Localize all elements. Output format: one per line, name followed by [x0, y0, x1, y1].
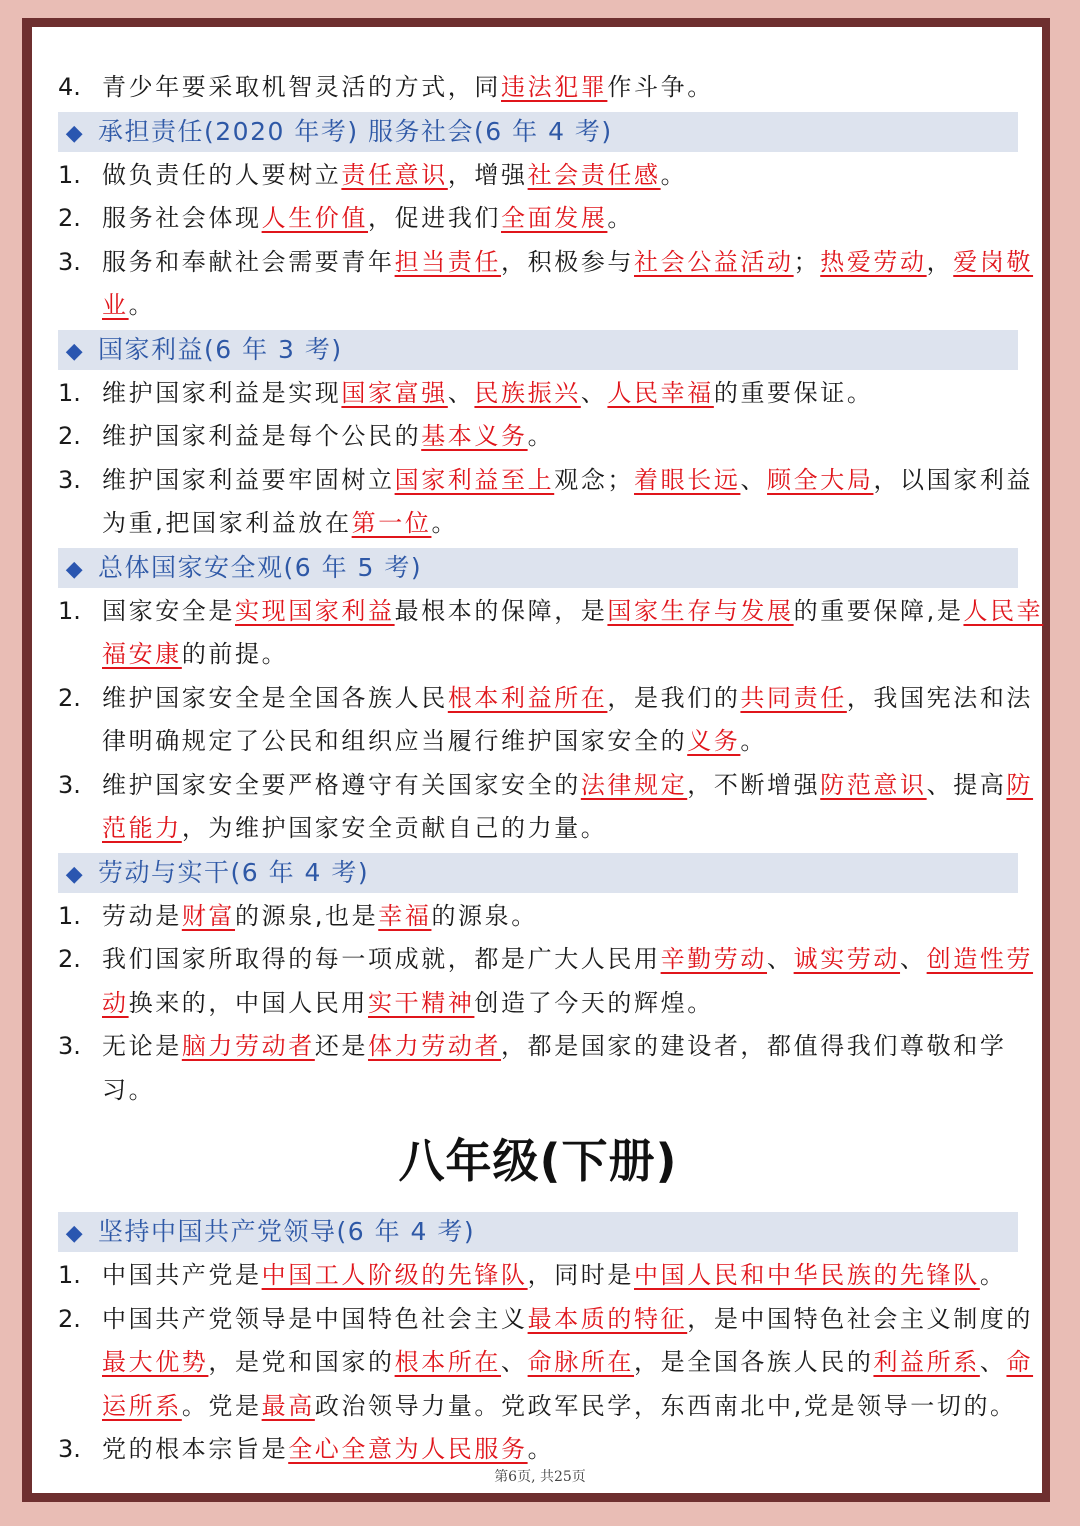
body-text: ，以国家利益: [873, 465, 1034, 494]
item-number: 3.: [58, 465, 81, 494]
list-item-line: [58, 1025, 1018, 1069]
body-text: 党的根本宗旨是: [102, 1435, 289, 1463]
item-number: 1.: [58, 596, 81, 625]
section-heading: [58, 548, 1018, 588]
body-text: 的重要保证。: [713, 378, 874, 407]
body-text: 中国共产党是: [102, 1261, 262, 1289]
body-text: 最根本的保障，是: [394, 596, 608, 625]
body-text: ，为维护国家安全贡献自己的力量。: [181, 814, 608, 842]
body-text: 、: [580, 378, 608, 407]
body-text: 维护国家安全要严格遵守有关国家安全的: [102, 770, 581, 799]
key-term: 人民幸: [963, 596, 1044, 625]
key-term: 防: [1006, 770, 1034, 799]
key-term: 社会责任感: [527, 160, 661, 189]
key-term: 幸福: [378, 901, 432, 930]
item-number: 2.: [58, 1304, 81, 1333]
list-item-line: [58, 720, 1018, 764]
body-text: 。: [431, 509, 459, 537]
list-item-line: [58, 284, 1018, 328]
key-term: 基本义务: [421, 422, 528, 450]
key-term: 命脉所在: [527, 1348, 635, 1376]
body-text: 。: [660, 160, 688, 189]
body-text: 做负责任的人要树立: [102, 160, 342, 189]
body-text: 的源泉。: [431, 901, 538, 930]
key-term: 运所系: [102, 1391, 182, 1420]
list-item-line: [58, 764, 1034, 808]
list-item-line: [58, 66, 1018, 110]
key-term: 命: [1006, 1348, 1034, 1376]
body-text: 。: [979, 1261, 1007, 1289]
list-item-line: [58, 1069, 1018, 1113]
item-number: 2.: [58, 422, 81, 450]
body-text: 、: [767, 945, 794, 973]
body-text: 国家安全是: [102, 596, 235, 625]
list-item-line: [58, 415, 1018, 459]
page-footer: 第6页, 共25页: [494, 1469, 586, 1485]
key-term: 最本质的特征: [527, 1304, 688, 1333]
body-text: 维护国家利益是实现: [102, 378, 342, 407]
key-term: 业: [102, 291, 129, 319]
key-term: 根本利益所在: [447, 683, 608, 712]
part-two: [58, 1212, 1034, 1472]
page-content: [58, 66, 1044, 1472]
item-number: 3.: [58, 770, 81, 799]
section-heading-text: 国家利益(6 年 3 考): [98, 334, 343, 364]
key-term: 实现国家利益: [235, 596, 395, 625]
key-term: 国家富强: [341, 378, 448, 407]
key-term: 责任意识: [341, 160, 448, 189]
body-text: 的前提。: [181, 640, 289, 668]
body-text: 。: [607, 204, 635, 232]
body-text: 的源泉,也是: [235, 901, 379, 930]
list-item-line: [58, 1428, 1018, 1472]
body-text: 。党是: [181, 1391, 262, 1420]
body-text: 无论是: [102, 1032, 182, 1060]
body-text: 维护国家利益要牢固树立: [102, 465, 395, 494]
list-item-line: [58, 633, 1018, 677]
key-term: 中国人民和中华民族的先锋队: [634, 1261, 980, 1289]
body-text: 律明确规定了公民和组织应当履行维护国家安全的: [102, 727, 688, 755]
section-heading-text: 坚持中国共产党领导(6 年 4 考): [98, 1217, 476, 1246]
body-text: ，积极参与: [501, 247, 635, 276]
body-text: 服务和奉献社会需要青年: [102, 247, 395, 276]
body-text: 作斗争。: [607, 73, 714, 101]
body-text: 政治领导力量。党政军民学，东西南北中,党是领导一切的。: [314, 1391, 1017, 1420]
list-item-line: [58, 982, 1018, 1026]
item-number: 3.: [58, 247, 81, 276]
item-number: 1.: [58, 1261, 81, 1289]
body-text: 服务社会体现: [102, 204, 262, 232]
diamond-icon: ◆: [65, 1221, 85, 1246]
key-term: 爱岗敬: [953, 247, 1034, 276]
key-term: 全心全意为人民服务: [288, 1435, 528, 1463]
body-text: 换来的，中国人民用: [128, 988, 369, 1017]
item-number: 2.: [58, 945, 81, 973]
list-item-line: [58, 197, 1018, 241]
key-term: 创造性劳: [926, 945, 1034, 973]
list-item-line: [58, 241, 1034, 285]
body-text: ；: [793, 247, 821, 276]
key-term: 财富: [181, 901, 236, 930]
list-item-line: [58, 677, 1034, 721]
key-term: 范能力: [102, 814, 182, 842]
body-text: 青少年要采取机智灵活的方式，同: [102, 73, 501, 101]
key-term: 全面发展: [501, 204, 608, 232]
section-heading: [58, 330, 1018, 370]
part-one: [58, 66, 1044, 1112]
key-term: 热爱劳动: [820, 247, 927, 276]
item-number: 3.: [58, 1435, 81, 1463]
diamond-icon: ◆: [65, 120, 85, 146]
section-heading-text: 承担责任(2020 年考) 服务社会(6 年 4 考): [98, 116, 613, 146]
body-text: 、: [979, 1348, 1007, 1376]
body-text: 还是: [314, 1032, 369, 1060]
key-term: 诚实劳动: [793, 945, 901, 973]
key-term: 法律规定: [580, 770, 688, 799]
diamond-icon: ◆: [65, 338, 85, 364]
body-text: 劳动是: [102, 901, 182, 930]
body-text: ，同时是: [527, 1261, 635, 1289]
list-item-line: [58, 372, 1018, 416]
body-text: ，是我们的: [607, 683, 741, 712]
body-text: ，: [926, 247, 954, 276]
item-number: 1.: [58, 378, 81, 407]
key-term: 社会公益活动: [634, 247, 794, 276]
body-text: 。: [128, 291, 156, 319]
key-term: 着眼长远: [634, 465, 741, 494]
list-item-line: [58, 938, 1034, 982]
body-text: ，我国宪法和法: [846, 683, 1034, 712]
body-text: 观念；: [554, 465, 635, 494]
body-text: 。: [527, 1435, 555, 1463]
key-term: 共同责任: [740, 683, 847, 712]
key-term: 人生价值: [261, 204, 369, 232]
section-heading: [58, 1212, 1018, 1252]
body-text: 维护国家安全是全国各族人民: [102, 683, 448, 712]
list-item-line: [58, 807, 1018, 851]
body-text: 习。: [102, 1075, 156, 1104]
list-item-line: [58, 459, 1034, 503]
item-number: 2.: [58, 683, 81, 712]
key-term: 中国工人阶级的先锋队: [261, 1261, 528, 1289]
key-term: 最高: [261, 1391, 315, 1420]
list-item-line: [58, 1254, 1018, 1298]
section-heading: [58, 112, 1018, 152]
body-text: 中国共产党领导是中国特色社会主义: [102, 1304, 528, 1333]
key-term: 实干精神: [368, 988, 475, 1017]
body-text: 的重要保障,是: [793, 596, 964, 625]
grade-title: 八年级(下册): [398, 1134, 678, 1188]
key-term: 人民幸福: [607, 378, 714, 407]
list-item-line: [58, 1385, 1018, 1429]
section-heading: [58, 853, 1018, 893]
key-term: 辛勤劳动: [660, 945, 768, 973]
body-text: ，是党和国家的: [208, 1348, 395, 1376]
body-text: 、: [900, 945, 927, 973]
key-term: 顾全大局: [767, 465, 874, 494]
key-term: 国家利益至上: [394, 465, 555, 494]
item-number: 1.: [58, 901, 81, 930]
body-text: ，都是国家的建设者，都值得我们尊敬和学: [501, 1032, 1007, 1060]
key-term: 担当责任: [394, 247, 502, 276]
body-text: 创造了今天的辉煌。: [474, 988, 714, 1017]
body-text: 、: [740, 465, 768, 494]
body-text: 、: [501, 1348, 528, 1376]
item-number: 4.: [58, 73, 81, 101]
body-text: 。: [527, 422, 555, 450]
key-term: 体力劳动者: [368, 1032, 502, 1060]
key-term: 民族振兴: [474, 378, 581, 407]
body-text: 、提高: [926, 770, 1007, 799]
item-number: 2.: [58, 204, 81, 232]
body-text: ，增强: [447, 160, 528, 189]
list-item-line: [58, 502, 1018, 546]
body-text: ，是全国各族人民的: [634, 1348, 874, 1376]
key-term: 利益所系: [873, 1348, 980, 1376]
section-heading-text: 总体国家安全观(6 年 5 考): [98, 552, 423, 582]
key-term: 最大优势: [102, 1348, 209, 1376]
body-text: 。: [740, 727, 768, 755]
diamond-icon: ◆: [65, 861, 85, 887]
body-text: ，不断增强: [687, 770, 821, 799]
body-text: 维护国家利益是每个公民的: [102, 422, 422, 450]
list-item-line: [58, 590, 1044, 634]
key-term: 福安康: [102, 640, 182, 668]
key-term: 防范意识: [820, 770, 927, 799]
item-number: 3.: [58, 1032, 81, 1060]
list-item-line: [58, 1341, 1034, 1385]
body-text: 我们国家所取得的每一项成就，都是广大人民用: [102, 945, 661, 973]
item-number: 1.: [58, 160, 81, 189]
body-text: ，是中国特色社会主义制度的: [687, 1304, 1034, 1333]
key-term: 第一位: [351, 509, 432, 537]
body-text: 为重,把国家利益放在: [102, 509, 352, 537]
list-item-line: [58, 154, 1018, 198]
key-term: 脑力劳动者: [181, 1032, 315, 1060]
diamond-icon: ◆: [65, 556, 85, 582]
key-term: 违法犯罪: [501, 73, 608, 101]
key-term: 义务: [687, 727, 741, 755]
section-heading-text: 劳动与实干(6 年 4 考): [98, 857, 370, 887]
body-text: 、: [447, 378, 475, 407]
key-term: 动: [102, 988, 129, 1017]
list-item-line: [58, 895, 1018, 939]
body-text: ，促进我们: [368, 204, 502, 232]
list-item-line: [58, 1298, 1034, 1342]
key-term: 国家生存与发展: [607, 596, 794, 625]
key-term: 根本所在: [394, 1348, 502, 1376]
